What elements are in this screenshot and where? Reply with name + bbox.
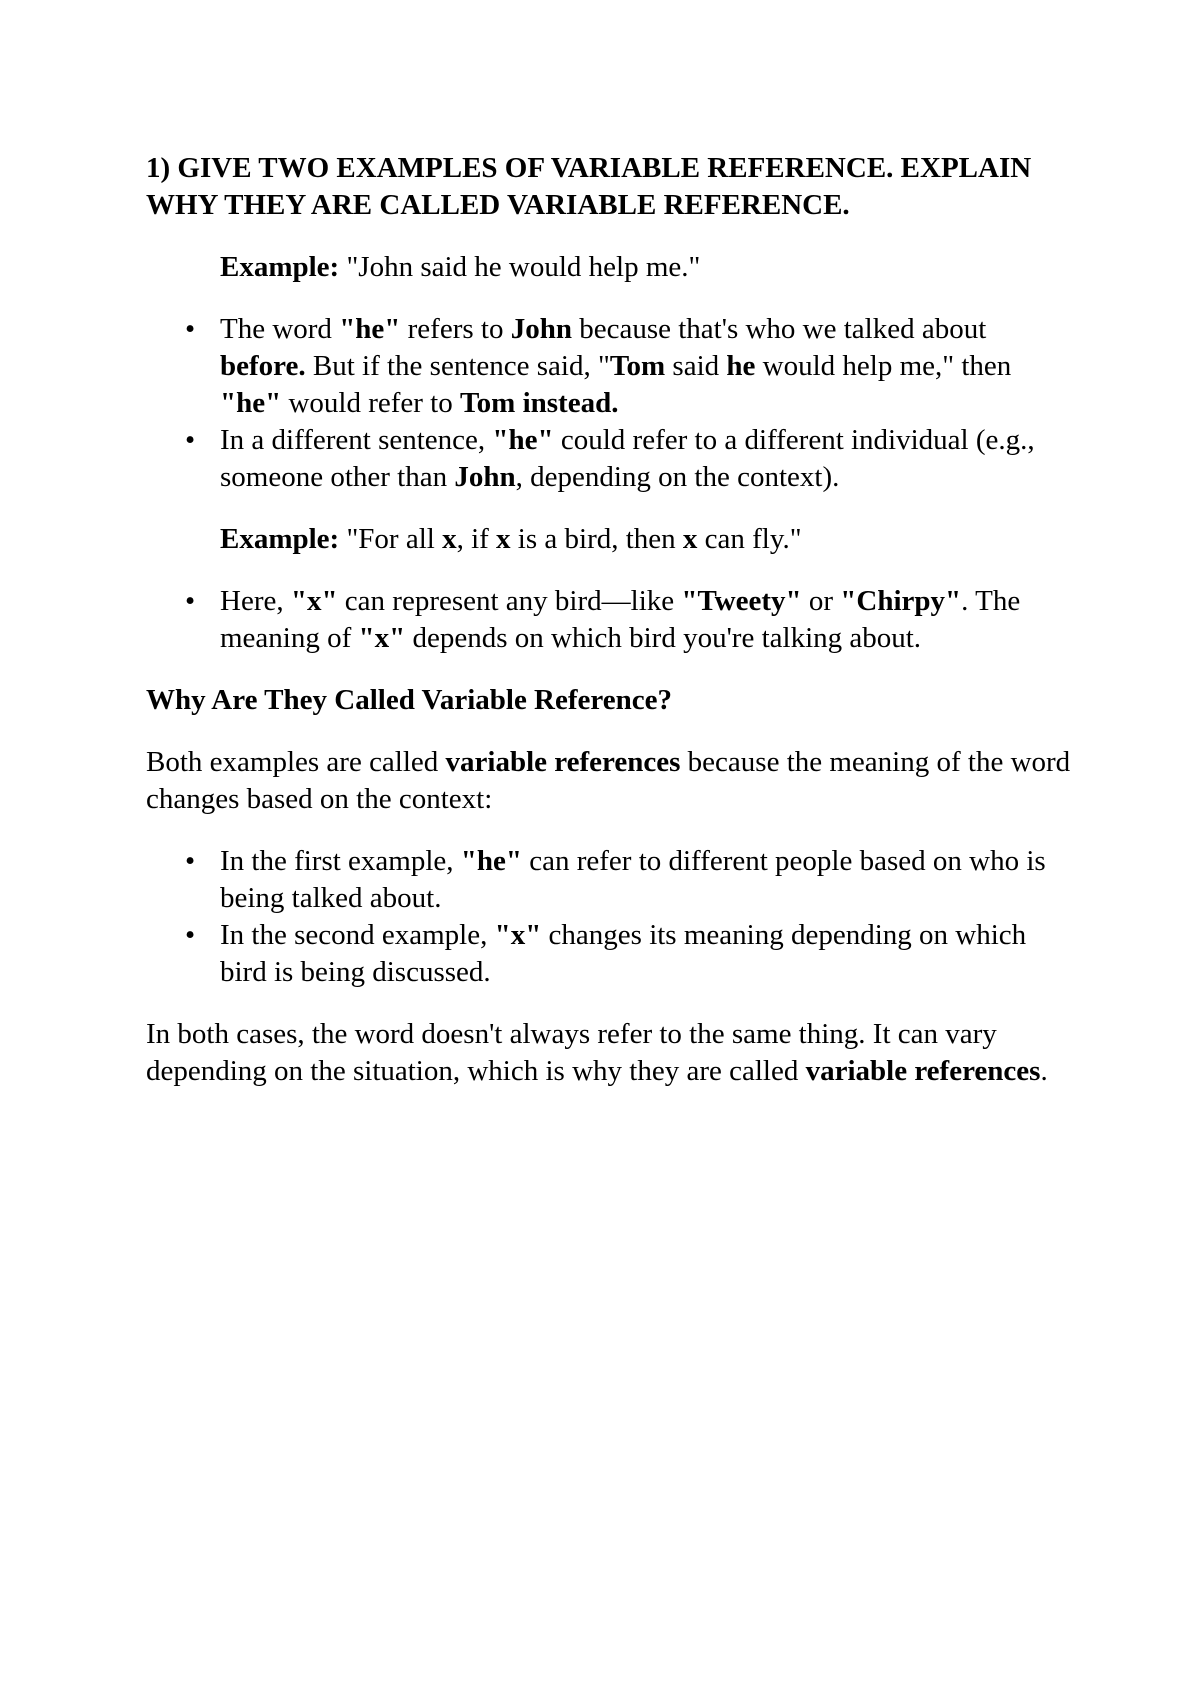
bold-run: Tom instead.: [459, 387, 619, 419]
bullet-icon: •: [185, 313, 196, 345]
question-heading: 1) GIVE TWO EXAMPLES OF VARIABLE REFERENCE. EXPLAIN WHY THEY ARE CALLED VARIABLE REFERENCE.: [146, 152, 1032, 221]
bold-run: x: [682, 523, 698, 555]
text-run: depends on which bird you're talking about.: [405, 622, 922, 654]
example-1-line: [220, 249, 1076, 286]
text-run: . The meaning of: [220, 585, 1021, 654]
text-run: or: [801, 585, 841, 617]
bullet-icon: •: [185, 845, 196, 877]
bold-run: John: [510, 313, 572, 345]
bold-run: John: [454, 461, 516, 493]
bullet-icon: •: [185, 585, 196, 617]
text-run: refers to: [400, 313, 511, 345]
bold-run: "he": [460, 845, 522, 877]
bold-run: "he": [220, 387, 282, 419]
bold-run: "Chirpy": [840, 585, 962, 617]
text-run: "For all: [339, 523, 443, 555]
text-run: is a bird, then: [510, 523, 683, 555]
bold-run: x: [442, 523, 457, 555]
bold-run: "Tweety": [681, 585, 802, 617]
bold-run: "x": [290, 585, 338, 617]
text-run: can represent any bird—like: [337, 585, 682, 617]
list-item: [146, 917, 1076, 991]
text-run: would help me," then: [755, 350, 1012, 382]
text-run: In both cases, the word doesn't always refer to the same thing. It can vary depending on the situation, which is why they are called: [146, 1018, 997, 1087]
text-run: changes its meaning depending on which bird is being discussed.: [220, 919, 1027, 988]
list-item: [146, 311, 1076, 422]
text-run: In a different sentence,: [220, 424, 493, 456]
bold-run: Tom: [609, 350, 666, 382]
bullet-icon: •: [185, 424, 196, 456]
example-label: Example:: [220, 523, 340, 555]
list-item: [146, 583, 1076, 657]
bold-run: "he": [492, 424, 554, 456]
text-run: because the meaning of the word changes based on the context:: [146, 746, 1071, 815]
document-body: [146, 150, 1076, 1115]
example-2-line: [220, 521, 1076, 558]
why-heading: Why Are They Called Variable Reference?: [146, 684, 672, 716]
example-text: "John said he would help me.": [339, 251, 701, 283]
why-bullets: [146, 843, 1076, 991]
why-conclusion: [146, 1016, 1076, 1090]
text-run: The word: [220, 313, 340, 345]
list-item: [146, 422, 1076, 496]
text-run: , if: [456, 523, 497, 555]
example-1-bullets: [146, 311, 1076, 496]
text-run: can fly.": [697, 523, 802, 555]
bold-run: x: [496, 523, 511, 555]
text-run: , depending on the context).: [515, 461, 840, 493]
text-run: because that's who we talked about: [571, 313, 987, 345]
text-run: Here,: [220, 585, 291, 617]
text-run: But if the sentence said, ": [305, 350, 610, 382]
text-run: In the first example,: [220, 845, 461, 877]
example-label: Example:: [220, 251, 340, 283]
text-run: said: [665, 350, 727, 382]
bullet-icon: •: [185, 919, 196, 951]
text-run: Both examples are called: [146, 746, 446, 778]
bold-run: "x": [358, 622, 406, 654]
text-run: In the second example,: [220, 919, 495, 951]
bold-run: before.: [220, 350, 306, 382]
bold-run: variable references: [445, 746, 681, 778]
bold-run: "x": [494, 919, 542, 951]
bold-run: "he": [339, 313, 401, 345]
bold-run: variable references: [805, 1055, 1041, 1087]
example-2-bullets: [146, 583, 1076, 657]
text-run: can refer to different people based on who is being talked about.: [220, 845, 1046, 914]
bold-run: he: [726, 350, 756, 382]
list-item: [146, 843, 1076, 917]
text-run: .: [1040, 1055, 1048, 1087]
text-run: would refer to: [281, 387, 460, 419]
why-intro: [146, 744, 1076, 818]
text-run: could refer to a different individual (e.g., someone other than: [220, 424, 1035, 493]
